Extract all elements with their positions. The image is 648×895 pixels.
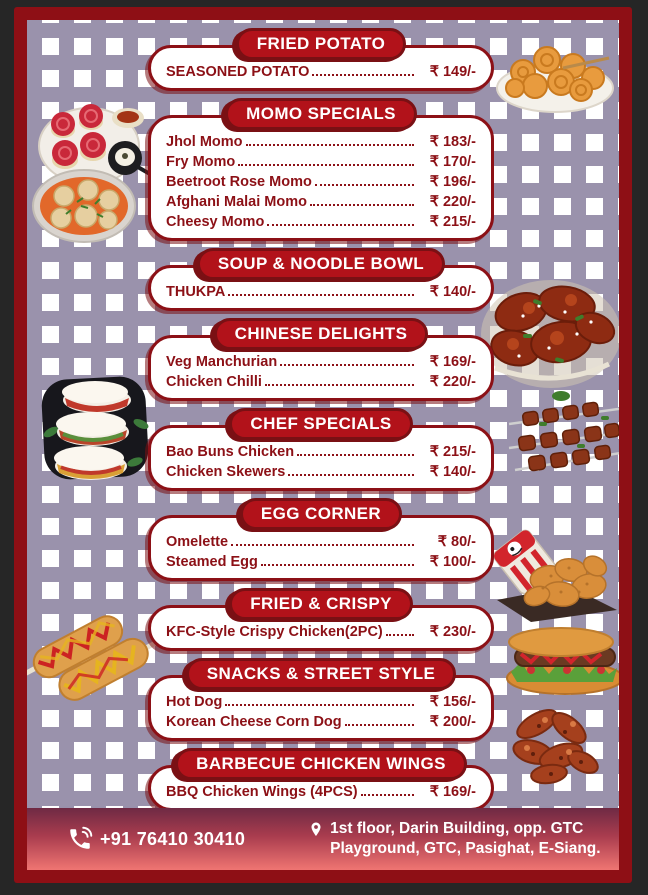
section-items-box (148, 115, 494, 241)
location-pin-icon (307, 819, 325, 841)
item-name: Hot Dog (166, 694, 223, 710)
item-name: Afghani Malai Momo (166, 194, 307, 210)
menu-section (148, 498, 494, 581)
item-name: Beetroot Rose Momo (166, 174, 312, 190)
item-price: ₹ 215/- (429, 444, 476, 460)
section-title: CHINESE DELIGHTS (214, 318, 429, 350)
address-line-1: 1st floor, Darin Building, opp. GTC (330, 819, 584, 837)
dotted-leader (228, 294, 414, 296)
menu-item-row (166, 624, 476, 644)
item-price: ₹ 140/- (429, 464, 476, 480)
item-name: Steamed Egg (166, 554, 258, 570)
menu-item-row (166, 194, 476, 214)
phone-icon (67, 826, 93, 852)
menu-background (27, 20, 619, 870)
item-name: Jhol Momo (166, 134, 243, 150)
item-name: Bao Buns Chicken (166, 444, 295, 460)
menu-item-row (166, 464, 476, 484)
section-title: BARBECUE CHICKEN WINGS (175, 748, 467, 780)
dotted-leader (261, 564, 414, 566)
dotted-leader (267, 224, 414, 226)
menu-item-row (166, 534, 476, 554)
menu-page (14, 7, 632, 883)
menu-section (148, 28, 494, 91)
corn-dog-photo (27, 602, 159, 714)
dotted-leader (361, 794, 414, 796)
menu-item-row (166, 784, 476, 804)
item-price: ₹ 215/- (429, 214, 476, 230)
item-price: ₹ 220/- (429, 374, 476, 390)
dotted-leader (345, 724, 414, 726)
menu-item-row (166, 64, 476, 84)
item-name: Chicken Skewers (166, 464, 286, 480)
section-title: CHEF SPECIALS (229, 408, 412, 440)
menu-sections (148, 20, 494, 857)
item-price: ₹ 230/- (429, 624, 476, 640)
dotted-leader (312, 74, 414, 76)
menu-item-row (166, 284, 476, 304)
item-name: Chicken Chilli (166, 374, 262, 390)
section-title: MOMO SPECIALS (225, 98, 417, 130)
menu-item-row (166, 354, 476, 374)
spiral-potato-photo (493, 28, 619, 116)
hot-dog-photo (501, 620, 619, 700)
dotted-leader (246, 144, 414, 146)
jhol-momo-photo (31, 158, 139, 250)
dotted-leader (288, 474, 414, 476)
menu-section (148, 408, 494, 491)
item-name: KFC-Style Crispy Chicken(2PC) (166, 624, 383, 640)
section-title: FRIED & CRISPY (229, 588, 413, 620)
item-price: ₹ 149/- (429, 64, 476, 80)
phone-number: +91 76410 30410 (100, 828, 246, 849)
menu-section (148, 98, 494, 241)
item-name: Korean Cheese Corn Dog (166, 714, 342, 730)
menu-item-row (166, 554, 476, 574)
item-name: SEASONED POTATO (166, 64, 310, 80)
item-price: ₹ 100/- (429, 554, 476, 570)
bao-buns-photo (35, 370, 157, 486)
menu-item-row (166, 154, 476, 174)
item-name: Cheesy Momo (166, 214, 265, 230)
item-name: BBQ Chicken Wings (4PCS) (166, 784, 358, 800)
menu-item-row (166, 134, 476, 154)
dotted-leader (225, 704, 414, 706)
item-name: Fry Momo (166, 154, 236, 170)
address-text (330, 819, 600, 860)
menu-item-row (166, 444, 476, 464)
menu-item-row (166, 714, 476, 734)
item-price: ₹ 80/- (437, 534, 476, 550)
chicken-skewers-photo (505, 386, 619, 478)
item-price: ₹ 140/- (429, 284, 476, 300)
menu-section (148, 248, 494, 311)
dotted-leader (238, 164, 414, 166)
menu-item-row (166, 374, 476, 394)
item-price: ₹ 170/- (429, 154, 476, 170)
dotted-leader (297, 454, 414, 456)
item-price: ₹ 220/- (429, 194, 476, 210)
dotted-leader (386, 634, 414, 636)
item-price: ₹ 196/- (429, 174, 476, 190)
item-price: ₹ 156/- (429, 694, 476, 710)
dotted-leader (265, 384, 414, 386)
section-title: EGG CORNER (240, 498, 402, 530)
dotted-leader (310, 204, 414, 206)
menu-item-row (166, 214, 476, 234)
chilli-chicken-photo (479, 272, 619, 390)
dotted-leader (280, 364, 414, 366)
dotted-leader (315, 184, 414, 186)
section-title: SNACKS & STREET STYLE (186, 658, 456, 690)
item-name: Omelette (166, 534, 229, 550)
footer-bar (27, 808, 619, 870)
address-line-2: Playground, GTC, Pasighat, E-Siang. (330, 840, 601, 857)
address-block (307, 819, 600, 860)
menu-section (148, 748, 494, 811)
section-title: SOUP & NOODLE BOWL (197, 248, 445, 280)
menu-section (148, 658, 494, 741)
item-price: ₹ 200/- (429, 714, 476, 730)
item-price: ₹ 169/- (429, 784, 476, 800)
menu-section (148, 318, 494, 401)
item-name: Veg Manchurian (166, 354, 278, 370)
phone-block (67, 826, 245, 852)
menu-section (148, 588, 494, 651)
dotted-leader (231, 544, 414, 546)
menu-item-row (166, 694, 476, 714)
section-title: FRIED POTATO (236, 28, 407, 60)
menu-item-row (166, 174, 476, 194)
kfc-bucket-photo (491, 526, 619, 624)
item-name: THUKPA (166, 284, 226, 300)
bbq-wings-photo (503, 700, 607, 788)
item-price: ₹ 183/- (429, 134, 476, 150)
item-price: ₹ 169/- (429, 354, 476, 370)
